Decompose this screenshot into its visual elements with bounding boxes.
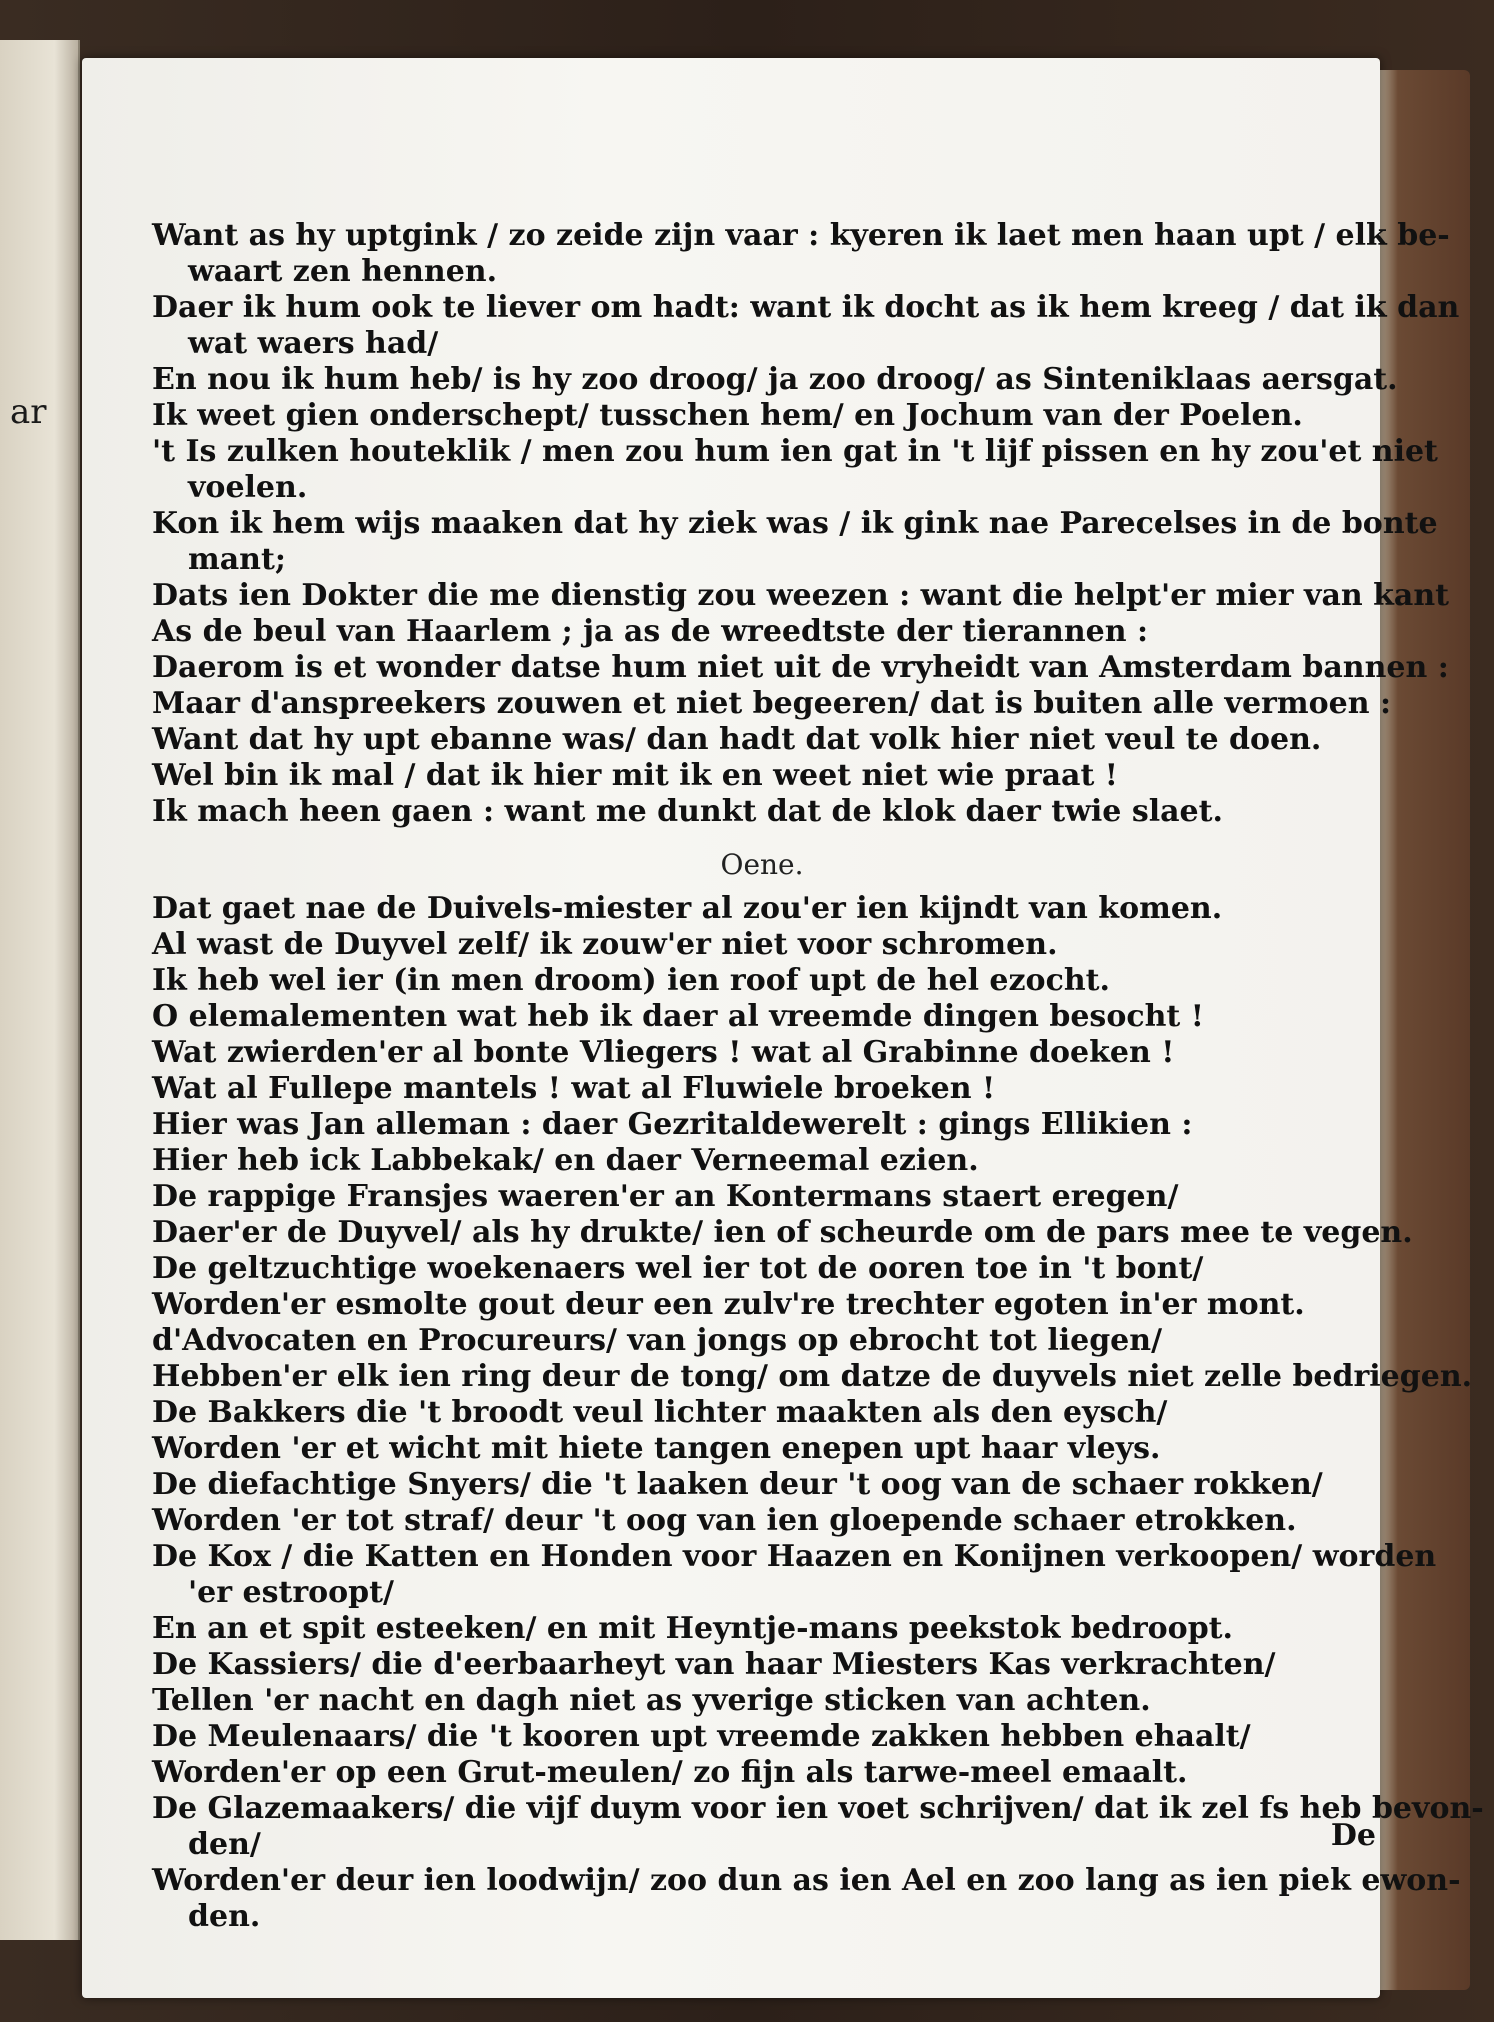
speaker-heading: Oene. bbox=[720, 848, 804, 881]
verse-text: De Bakkers die 't broodt veul lichter maakten als den eysch/ bbox=[152, 1395, 1168, 1430]
verse-text: Ik weet gien onderschept/ tusschen hem/ en Jochum van der Poelen. bbox=[152, 398, 1303, 433]
verse-line bbox=[152, 1791, 1484, 1863]
verse-text: Maar d'anspreekers zouwen et niet begeeren/ dat is buiten alle vermoen : bbox=[152, 686, 1392, 721]
verse-line bbox=[152, 999, 1372, 1035]
verse-line bbox=[152, 758, 1372, 794]
verse-line bbox=[152, 891, 1372, 927]
verse-text: Want dat hy upt ebanne was/ dan hadt dat volk hier niet veul te doen. bbox=[152, 722, 1322, 757]
verse-line bbox=[152, 1647, 1372, 1683]
verse-text: Daer ik hum ook te liever om hadt: want ik docht as ik hem kreeg / dat ik dan bbox=[152, 290, 1460, 325]
verse-line bbox=[152, 794, 1372, 830]
verse-text: De Glazemaakers/ die vijf duym voor ien voet schrijven/ dat ik zel fs heb bevon- bbox=[152, 1791, 1484, 1826]
verse-text: Want as hy uptgink / zo zeide zijn vaar : kyeren ik laet men haan upt / elk be- bbox=[152, 218, 1450, 253]
verse-text: Worden'er esmolte gout deur een zulv're trechter egoten in'er mont. bbox=[152, 1287, 1305, 1322]
stanza-two bbox=[152, 891, 1484, 1935]
verse-text: De geltzuchtige woekenaers wel ier tot de ooren toe in 't bont/ bbox=[152, 1251, 1204, 1286]
verse-text: Ik mach heen gaen : want me dunkt dat de klok daer twie slaet. bbox=[152, 794, 1223, 829]
verse-line bbox=[152, 1143, 1372, 1179]
verse-continuation: 'er estroopt/ bbox=[188, 1575, 394, 1610]
verse-line bbox=[152, 1683, 1372, 1719]
verse-text: Wel bin ik mal / dat ik hier mit ik en weet niet wie praat ! bbox=[152, 758, 1118, 793]
verse-continuation: waart zen hennen. bbox=[188, 254, 498, 289]
verse-text: Al wast de Duyvel zelf/ ik zouw'er niet voor schromen. bbox=[152, 927, 1058, 962]
verse-text: 't Is zulken houteklik / men zou hum ien gat in 't lijf pissen en hy zou'et niet bbox=[152, 434, 1438, 469]
verse-line bbox=[152, 218, 1450, 290]
verse-continuation: wat waers had/ bbox=[188, 326, 439, 361]
verse-text: Worden'er op een Grut-meulen/ zo fijn als tarwe-meel emaalt. bbox=[152, 1755, 1188, 1790]
verse-text: Daer'er de Duyvel/ als hy drukte/ ien of scheurde om de pars mee te vegen. bbox=[152, 1215, 1413, 1250]
verse-text: Tellen 'er nacht en dagh niet as yverige sticken van achten. bbox=[152, 1683, 1151, 1718]
verse-text: Hebben'er elk ien ring deur de tong/ om datze de duyvels niet zelle bedriegen. bbox=[152, 1359, 1473, 1394]
verse-text: De Meulenaars/ die 't kooren upt vreemde zakken hebben ehaalt/ bbox=[152, 1719, 1251, 1754]
verse-text: Worden 'er et wicht mit hiete tangen enepen upt haar vleys. bbox=[152, 1431, 1161, 1466]
verse-line bbox=[152, 434, 1438, 506]
verse-text: Daerom is et wonder datse hum niet uit de vryheidt van Amsterdam bannen : bbox=[152, 650, 1449, 685]
verse-text: De rappige Fransjes waeren'er an Kontermans staert eregen/ bbox=[152, 1179, 1179, 1214]
verse-line bbox=[152, 398, 1372, 434]
verse-line bbox=[152, 1755, 1372, 1791]
verse-text: Kon ik hem wijs maaken dat hy ziek was / ik gink nae Parecelses in de bonte bbox=[152, 506, 1438, 541]
verse-line bbox=[152, 1323, 1372, 1359]
verse-line bbox=[152, 1611, 1372, 1647]
verse-line bbox=[152, 1719, 1372, 1755]
text-block bbox=[152, 218, 1484, 1935]
verse-line bbox=[152, 1359, 1473, 1395]
verse-line bbox=[152, 1071, 1372, 1107]
verse-line bbox=[152, 1467, 1372, 1503]
verse-text: Dat gaet nae de Duivels-miester al zou'er ien kijndt van komen. bbox=[152, 891, 1223, 926]
verse-text: Wat zwierden'er al bonte Vliegers ! wat al Grabinne doeken ! bbox=[152, 1035, 1175, 1070]
verse-text: O elemalementen wat heb ik daer al vreemde dingen besocht ! bbox=[152, 999, 1204, 1034]
verse-text: Dats ien Dokter die me dienstig zou weezen : want die helpt'er mier van kant bbox=[152, 578, 1450, 613]
verse-line bbox=[152, 686, 1392, 722]
verse-text: Ik heb wel ier (in men droom) ien roof upt de hel ezocht. bbox=[152, 963, 1110, 998]
verse-line bbox=[152, 1431, 1372, 1467]
verse-line bbox=[152, 362, 1398, 398]
verse-line bbox=[152, 963, 1372, 999]
verse-line bbox=[152, 1539, 1437, 1611]
verse-line bbox=[152, 290, 1460, 362]
verse-continuation: den. bbox=[188, 1899, 261, 1934]
verse-text: Worden 'er tot straf/ deur 't oog van ien gloepende schaer etrokken. bbox=[152, 1503, 1297, 1538]
verse-text: De diefachtige Snyers/ die 't laaken deur 't oog van de schaer rokken/ bbox=[152, 1467, 1323, 1502]
verse-continuation: mant; bbox=[188, 542, 286, 577]
verse-line bbox=[152, 1179, 1372, 1215]
verse-line bbox=[152, 578, 1450, 614]
verse-text: Hier was Jan alleman : daer Gezritaldewerelt : gings Ellikien : bbox=[152, 1107, 1193, 1142]
verse-text: Worden'er deur ien loodwijn/ zoo dun as ien Ael en zoo lang as ien piek ewon- bbox=[152, 1863, 1461, 1898]
verse-text: Wat al Fullepe mantels ! wat al Fluwiele broeken ! bbox=[152, 1071, 996, 1106]
verse-line bbox=[152, 506, 1438, 578]
verse-continuation: den/ bbox=[188, 1827, 261, 1862]
verse-continuation: voelen. bbox=[188, 470, 308, 505]
verse-line bbox=[152, 1395, 1372, 1431]
verse-text: De Kassiers/ die d'eerbaarheyt van haar Miesters Kas verkrachten/ bbox=[152, 1647, 1276, 1682]
verse-text: d'Advocaten en Procureurs/ van jongs op ebrocht tot liegen/ bbox=[152, 1323, 1163, 1358]
verse-line bbox=[152, 722, 1372, 758]
printed-page bbox=[82, 58, 1484, 1998]
verse-line bbox=[152, 1863, 1461, 1935]
verse-text: As de beul van Haarlem ; ja as de wreedtste der tierannen : bbox=[152, 614, 1149, 649]
catchword: De bbox=[1330, 1818, 1376, 1853]
verse-line bbox=[152, 1251, 1372, 1287]
left-page-fragment: ar bbox=[10, 392, 47, 432]
verse-line bbox=[152, 927, 1372, 963]
verse-line bbox=[152, 650, 1449, 686]
verse-line bbox=[152, 1503, 1372, 1539]
stanza-one bbox=[152, 218, 1460, 830]
left-page-edge bbox=[0, 40, 80, 1940]
verse-line bbox=[152, 1215, 1413, 1251]
verse-line bbox=[152, 614, 1372, 650]
verse-text: Hier heb ick Labbekak/ en daer Verneemal ezien. bbox=[152, 1143, 979, 1178]
verse-text: De Kox / die Katten en Honden voor Haazen en Konijnen verkoopen/ worden bbox=[152, 1539, 1437, 1574]
verse-text: En nou ik hum heb/ is hy zoo droog/ ja zoo droog/ as Sinteniklaas aersgat. bbox=[152, 362, 1398, 397]
verse-line bbox=[152, 1035, 1372, 1071]
verse-line bbox=[152, 1287, 1372, 1323]
verse-text: En an et spit esteeken/ en mit Heyntje-mans peekstok bedroopt. bbox=[152, 1611, 1233, 1646]
verse-line bbox=[152, 1107, 1372, 1143]
